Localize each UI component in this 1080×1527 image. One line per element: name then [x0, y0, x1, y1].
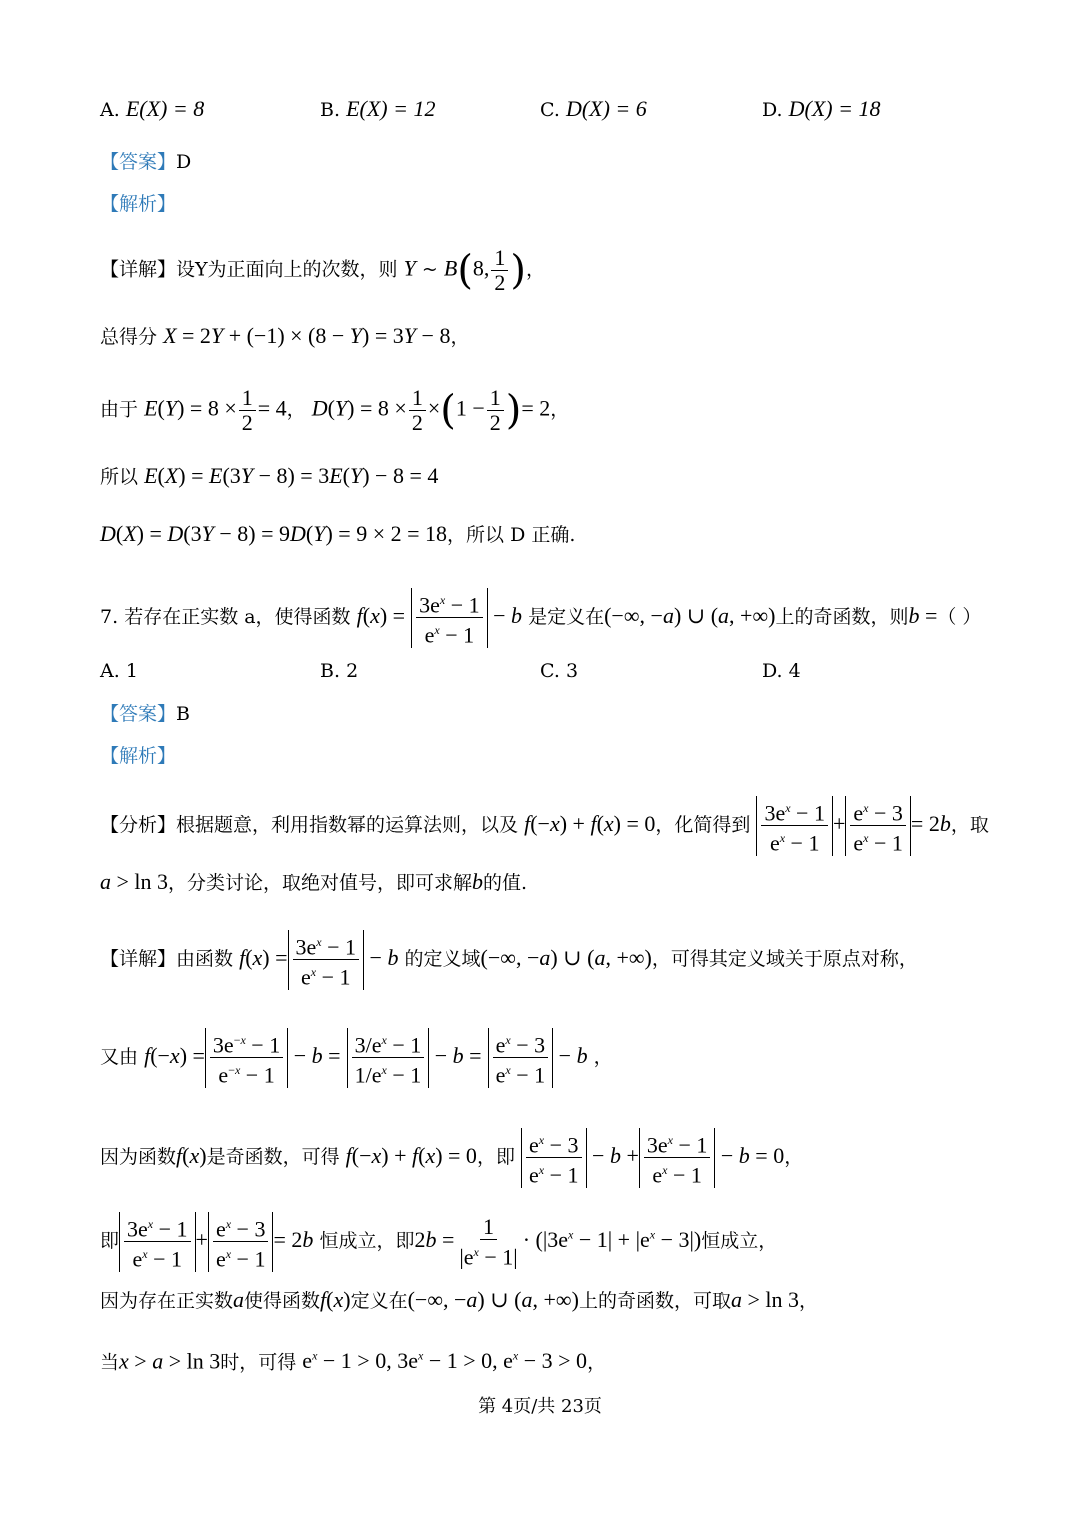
q6-option-b: B. E(X) = 12 — [320, 96, 436, 121]
q7-exist: 因为存在正实数a使得函数f(x)定义在(−∞, −a) ∪ (a, +∞)上的奇函数，可取a > ln 3， — [100, 1287, 818, 1312]
q6-option-a: A. E(X) = 8 — [100, 96, 205, 121]
q6-option-c: C. D(X) = 6 — [540, 96, 647, 121]
q7-fenxi-2: a > ln 3，分类讨论，取绝对值号，即可求解b的值. — [100, 869, 528, 894]
q6-option-d: D. D(X) = 18 — [762, 96, 881, 121]
q6-so: 所以 E(X) = E(3Y − 8) = 3E(Y) − 8 = 4 — [100, 463, 439, 488]
q7-because: 因为函数f(x)是奇函数，可得 f(−x) + f(x) = 0，即 $\frac{e^x - 3}{e^x - 1}$ − b + $\frac{3e^x - 1}{e^x - 1}$ − b = 0， — [100, 1128, 990, 1188]
q7-analysis-tag: 【解析】 — [100, 745, 177, 767]
q7-answer: 【答案】B — [100, 703, 190, 725]
q7-option-b: B. 2 — [320, 660, 359, 682]
q7-fenxi: 【分析】根据题意，利用指数幂的运算法则，以及 f(−x) + f(x) = 0，化简得到 $\frac{3e^x - 1}{e^x - 1}$ + $\frac{e^x - 3}{e^x - 1}$ = 2b，取 — [100, 796, 990, 856]
q7-option-a: A. 1 — [100, 660, 138, 682]
q6-detail: 【详解】设Y为正面向上的次数，则 Y ~ B(8, $\frac{1}{2}$ )， — [100, 245, 546, 295]
q7-youyou: 又由 f(−x) = $\frac{3e^{-x} - 1}{e^{-x} - 1}$ − b = $\frac{3/e^x - 1}{1/e^x - 1}$ − b = $\frac{e^x - 3}{e^x - 1}$ − b ， — [100, 1028, 990, 1088]
q7-detail: 【详解】由函数 f(x) = $\frac{3e^x - 1}{e^x - 1}$ − b 的定义域(−∞, −a) ∪ (a, +∞)，可得其定义域关于原点对称， — [100, 930, 990, 990]
page-footer: 第 4页/共 23页 — [478, 1396, 602, 1417]
q6-so-d: D(X) = D(3Y − 8) = 9D(Y) = 9 × 2 = 18，所以 D 正确. — [100, 521, 576, 546]
q7-option-c: C. 3 — [540, 660, 579, 682]
q7-when: 当x > a > ln 3时，可得 $e^x - 1 > 0$, $3e^x - 1 > 0$, $e^x - 3 > 0$， — [100, 1348, 607, 1374]
q6-score: 总得分 X = 2Y + (−1) × (8 − Y) = 3Y − 8， — [100, 323, 470, 348]
q6-analysis-tag: 【解析】 — [100, 193, 177, 215]
q6-since: 由于 E(Y) = 8 × $\frac{1}{2}$ = 4， D(Y) = 8 × $\frac{1}{2}$ ×(1 − $\frac{1}{2}$ )= 2， — [100, 385, 570, 435]
q7-ji: 即 $\frac{3e^x - 1}{e^x - 1}$ + $\frac{e^x - 3}{e^x - 1}$ = 2b 恒成立，即2b = $\frac{1}{|e^x - 1|}$ · $(|3e^x - 1| + |e^x - 3|)$恒成立， — [100, 1213, 778, 1272]
q6-answer: 【答案】D — [100, 151, 192, 173]
q7-option-d: D. 4 — [762, 660, 801, 682]
q7-stem: 7. 若存在正实数 a，使得函数 f(x) = $\frac{3e^x - 1}{e^x - 1}$ − b 是定义在(−∞, −a) ∪ (a, +∞)上的奇函数，则b =（ ） — [100, 588, 990, 648]
